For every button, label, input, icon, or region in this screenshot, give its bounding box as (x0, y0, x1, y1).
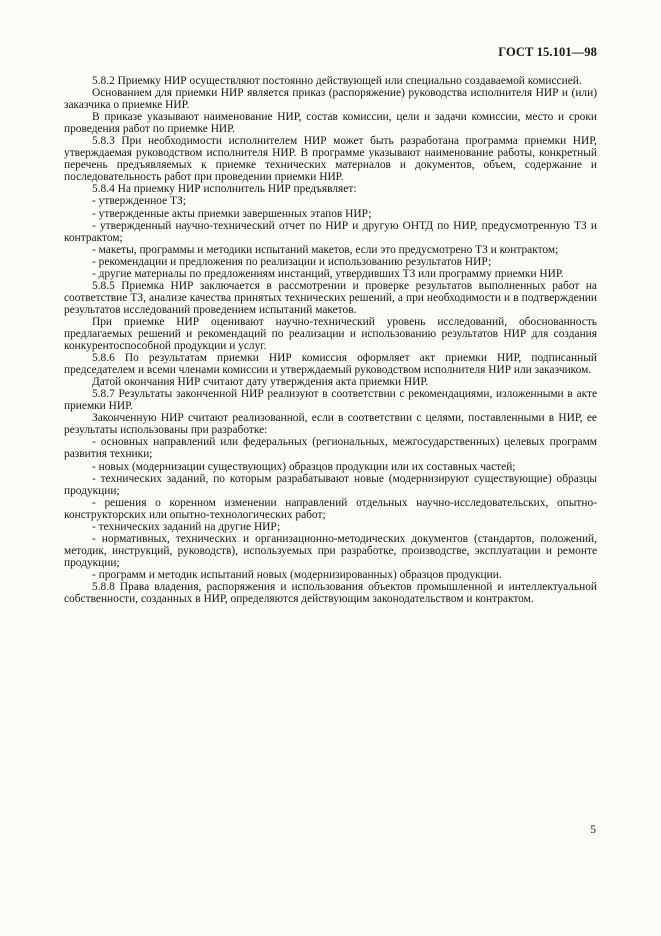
list-item: - новых (модернизации существующих) образцов продукции или их составных частей; (92, 460, 516, 473)
paragraph: Законченную НИР считают реализованной, если в соответствии с целями, поставленными в НИР, ее результаты использованы при разработке: (64, 412, 597, 437)
standard-code: ГОСТ 15.101—98 (498, 45, 597, 59)
list-item: - нормативных, технических и организационно-методических документов (стандартов, положений, методик, инструкций, руководств), используемых при разработке, производстве, эксплуатации и ремонте продукции; (64, 532, 597, 569)
list-item: - утвержденные акты приемки завершенных этапов НИР; (92, 207, 372, 220)
list-item: - технических заданий, по которым разрабатывают новые (модернизируют существующие) образцы продукции; (64, 472, 597, 497)
list-item: - другие материалы по предложениям инстанций, утвердивших ТЗ или программу приемки НИР. (92, 267, 564, 280)
paragraph: 5.8.8 Права владения, распоряжения и использования объектов промышленной и интеллектуальной собственности, созданных в НИР, определяются действующим законодательством и контрактом. (64, 580, 597, 606)
paragraph: Основанием для приемки НИР является приказ (распоряжение) руководства исполнителя НИР и (или) заказчика о приемке НИР. (64, 87, 597, 112)
paragraph: 5.8.7 Результаты законченной НИР реализуют в соответствии с рекомендациями, изложенными в акте приемки НИР. (64, 388, 597, 413)
paragraph: 5.8.6 По результатам приемки НИР комиссия оформляет акт приемки НИР, подписанный председателем и всеми членами комиссии и утверждаемый руководством исполнителя НИР или заказчиком. (64, 352, 597, 377)
document-body (64, 75, 597, 605)
paragraph: В приказе указывают наименование НИР, состав комиссии, цели и задачи комиссии, место и сроки проведения работ по приемке НИР. (64, 111, 597, 136)
page-number: 5 (590, 824, 596, 836)
paragraph: 5.8.5 Приемка НИР заключается в рассмотрении и проверке результатов выполненных работ на соответствие ТЗ, анализе качества принятых технических решений, а при необходимости и в подтверждении результатов исследований проведением испытаний макетов. (64, 279, 597, 316)
list-item: - утвержденное ТЗ; (92, 195, 186, 208)
list-item: - утвержденный научно-технический отчет по НИР и другую ОНТД по НИР, предусмотренную ТЗ и контрактом; (64, 219, 597, 244)
paragraph: 5.8.2 Приемку НИР осуществляют постоянно действующей или специально создаваемой комиссией. (92, 75, 582, 87)
paragraph: При приемке НИР оценивают научно-технический уровень исследований, обоснованность предлагаемых решений и рекомендаций по реализации и использованию результатов НИР для создания конкурентоспособной продукции и услуг. (64, 315, 597, 353)
paragraph: 5.8.3 При необходимости исполнителем НИР может быть разработана программа приемки НИР, утверждаемая руководством исполнителя НИР. В программе указывают наименование работы, конкретный перечень предъявляемых к приемке технических материалов и документов, объем, содержание и последовательность работ при проведении приемки НИР. (64, 135, 597, 184)
list-item: - рекомендации и предложения по реализации и использованию результатов НИР; (92, 255, 492, 268)
list-item: - программ и методик испытаний новых (модернизированных) образцов продукции. (92, 568, 502, 581)
list-item: - макеты, программы и методики испытаний макетов, если это предусмотрено ТЗ и контрактом; (92, 243, 559, 256)
paragraph: Датой окончания НИР считают дату утверждения акта приемки НИР. (92, 376, 429, 389)
list-item: - технических заданий на другие НИР; (92, 520, 281, 533)
paragraph: 5.8.4 На приемку НИР исполнитель НИР предъявляет: (92, 183, 357, 196)
list-item: - основных направлений или федеральных (региональных, межгосударственных) целевых программ развития техники; (64, 436, 597, 461)
list-item: - решения о коренном изменении направлений отдельных научно-исследовательских, опытно-конструкторских или опытно-технологических работ; (64, 496, 597, 521)
